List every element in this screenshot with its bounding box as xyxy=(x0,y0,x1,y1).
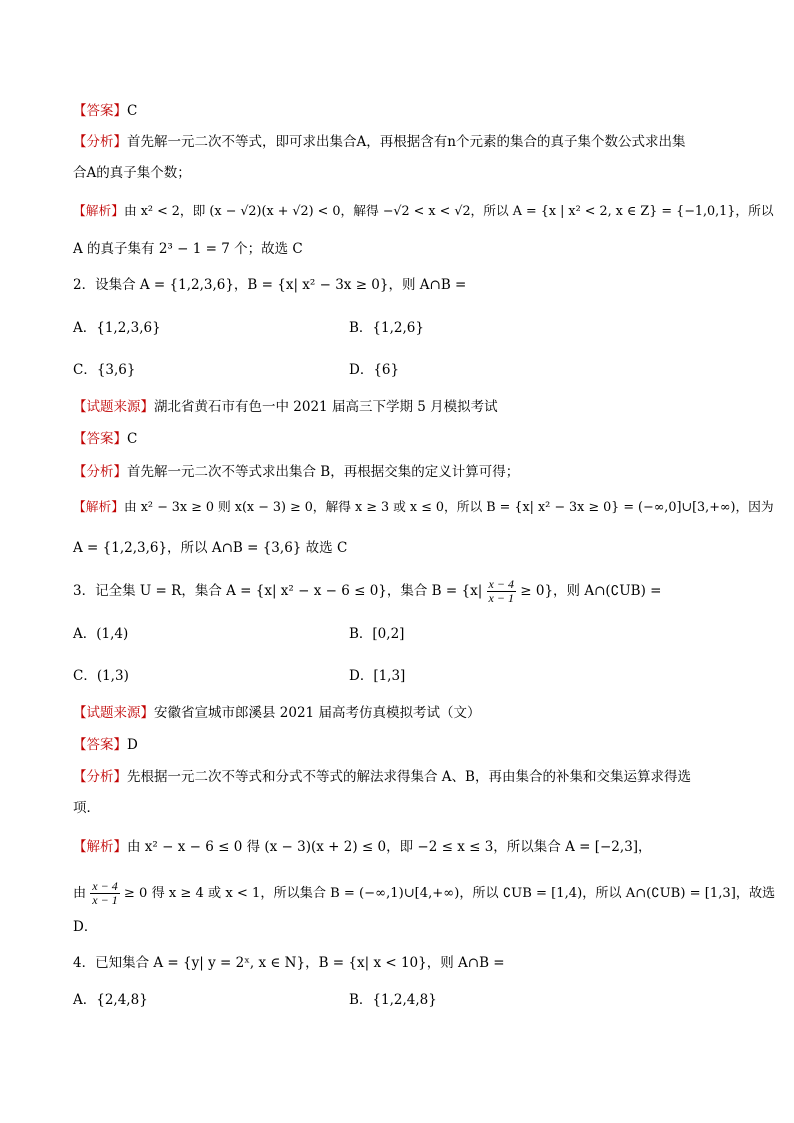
fraction: $\frac{x - 4}{x - 1}$ xyxy=(488,577,514,605)
source-tag: 【试题来源】 xyxy=(73,705,154,721)
q3-analysis-1: 【分析】先根据一元二次不等式和分式不等式的解法求得集合 A、B，再由集合的补集和交集运算求得选 xyxy=(73,769,691,785)
q2-solution-1: 【解析】由 x² − 3x ≥ 0 则 x(x − 3) ≥ 0，解得 x ≥ 3 或 x ≤ 0，所以 B = {x| x² − 3x ≥ 0} = (−∞,0]∪[3,+∞)，因为 xyxy=(73,500,774,515)
q3-analysis-2: 项． xyxy=(73,800,100,816)
q2-source: 【试题来源】湖北省黄石市有色一中 2021 届高三下学期 5 月模拟考试 xyxy=(73,399,498,415)
q3-solution-3: D． xyxy=(73,919,98,935)
answer-tag: 【答案】 xyxy=(73,737,127,753)
q2-option-c: C．{3,6} xyxy=(73,362,136,378)
q2-option-a: A．{1,2,3,6} xyxy=(73,320,161,336)
q1-solution-1: 【解析】由 x² < 2，即 (x − √2)(x + √2) < 0，解得 −√2 < x < √2，所以 A = {x | x² < 2, x ∈ Z} = {−1,0,1}，所以 xyxy=(73,204,774,219)
solution-tag: 【解析】 xyxy=(73,204,124,219)
q3-option-a: A．(1,4) xyxy=(73,626,129,642)
q1-analysis-2: 合A的真子集个数； xyxy=(73,165,191,181)
q3-solution-1: 【解析】由 x² − x − 6 ≤ 0 得 (x − 3)(x + 2) ≤ 0，即 −2 ≤ x ≤ 3，所以集合 A = [−2,3]， xyxy=(73,839,652,855)
q4-stem: 4．已知集合 A = {y| y = 2ˣ, x ∈ N}，B = {x| x < 10}，则 A∩B = xyxy=(73,955,505,971)
q2-answer: 【答案】C xyxy=(73,431,138,447)
q2-option-d: D．{6} xyxy=(349,362,400,378)
q3-option-b: B．[0,2] xyxy=(349,626,405,642)
analysis-tag: 【分析】 xyxy=(73,769,127,785)
q3-solution-2: 由 $\frac{x - 4}{x - 1}$ ≥ 0 得 x ≥ 4 或 x < 1，所以集合 B = (−∞,1)∪[4,+∞)，所以 ∁UB = [1,4)，所以 A∩(∁UB) = [1,3]，故选 xyxy=(73,879,776,907)
solution-tag: 【解析】 xyxy=(73,500,124,515)
q2-option-b: B．{1,2,6} xyxy=(349,320,424,336)
q4-option-a: A．{2,4,8} xyxy=(73,992,148,1008)
q2-analysis: 【分析】首先解一元二次不等式求出集合 B，再根据交集的定义计算可得； xyxy=(73,464,520,480)
fraction: $\frac{x - 4}{x - 1}$ xyxy=(92,879,118,907)
q3-source: 【试题来源】安徽省宣城市郎溪县 2021 届高考仿真模拟考试（文） xyxy=(73,705,481,721)
answer-tag: 【答案】 xyxy=(73,103,127,119)
q1-analysis-1: 【分析】首先解一元二次不等式，即可求出集合A，再根据含有n个元素的集合的真子集个数公式求出集 xyxy=(73,134,686,150)
answer-tag: 【答案】 xyxy=(73,431,127,447)
source-tag: 【试题来源】 xyxy=(73,399,154,415)
q2-stem: 2．设集合 A = {1,2,3,6}，B = {x| x² − 3x ≥ 0}，则 A∩B = xyxy=(73,277,467,293)
analysis-tag: 【分析】 xyxy=(73,134,127,150)
q1-answer: 【答案】C xyxy=(73,103,138,119)
q3-answer: 【答案】D xyxy=(73,737,138,753)
q1-solution-2: A 的真子集有 2³ − 1 = 7 个；故选 C xyxy=(73,241,303,257)
q2-solution-2: A = {1,2,3,6}，所以 A∩B = {3,6} 故选 C xyxy=(73,540,348,556)
q3-stem: 3．记全集 U = R，集合 A = {x| x² − x − 6 ≤ 0}，集合 B = {x| $\frac{x - 4}{x - 1}$ ≥ 0}，则 A∩(∁UB) = xyxy=(73,577,662,605)
q3-option-c: C．(1,3) xyxy=(73,668,129,684)
analysis-tag: 【分析】 xyxy=(73,464,127,480)
q3-option-d: D．[1,3] xyxy=(349,668,406,684)
q4-option-b: B．{1,2,4,8} xyxy=(349,992,437,1008)
solution-tag: 【解析】 xyxy=(73,839,127,855)
